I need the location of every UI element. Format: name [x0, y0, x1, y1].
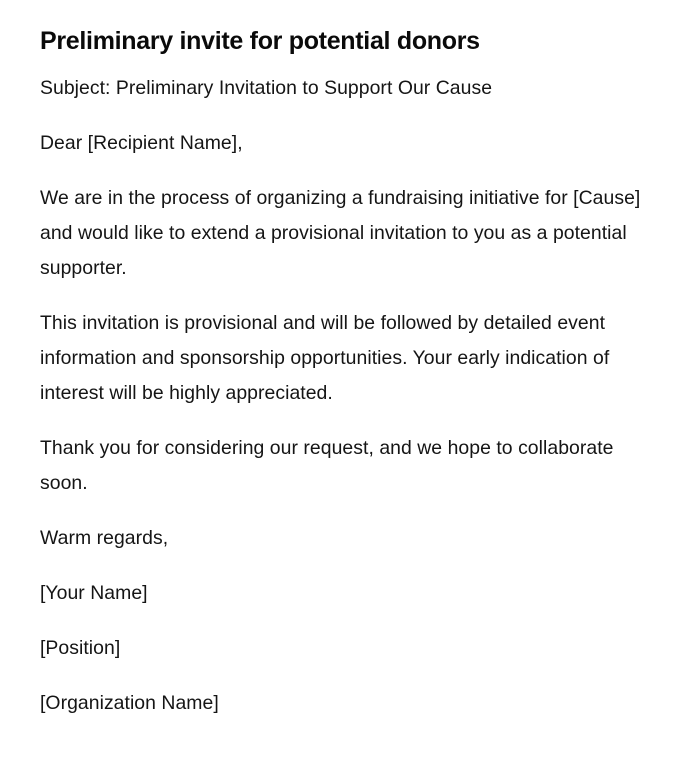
body-paragraph-1: We are in the process of organizing a fundraising initiative for [Cause] and would like to extend a provisional invitation to you as a potential supporter.	[40, 187, 641, 279]
body-paragraph-2: This invitation is provisional and will be followed by detailed event information and sponsorship opportunities. Your early indication of interest will be highly appreciated.	[40, 312, 610, 404]
document-title: Preliminary invite for potential donors	[40, 27, 480, 55]
closing: Warm regards,	[40, 527, 169, 549]
body-paragraph-3: Thank you for considering our request, and we hope to collaborate soon.	[40, 437, 614, 494]
subject-line: Subject: Preliminary Invitation to Support Our Cause	[40, 77, 493, 99]
signature-organization: [Organization Name]	[40, 692, 219, 714]
greeting: Dear [Recipient Name],	[40, 132, 243, 154]
signature-name: [Your Name]	[40, 582, 148, 604]
signature-position: [Position]	[40, 637, 121, 659]
